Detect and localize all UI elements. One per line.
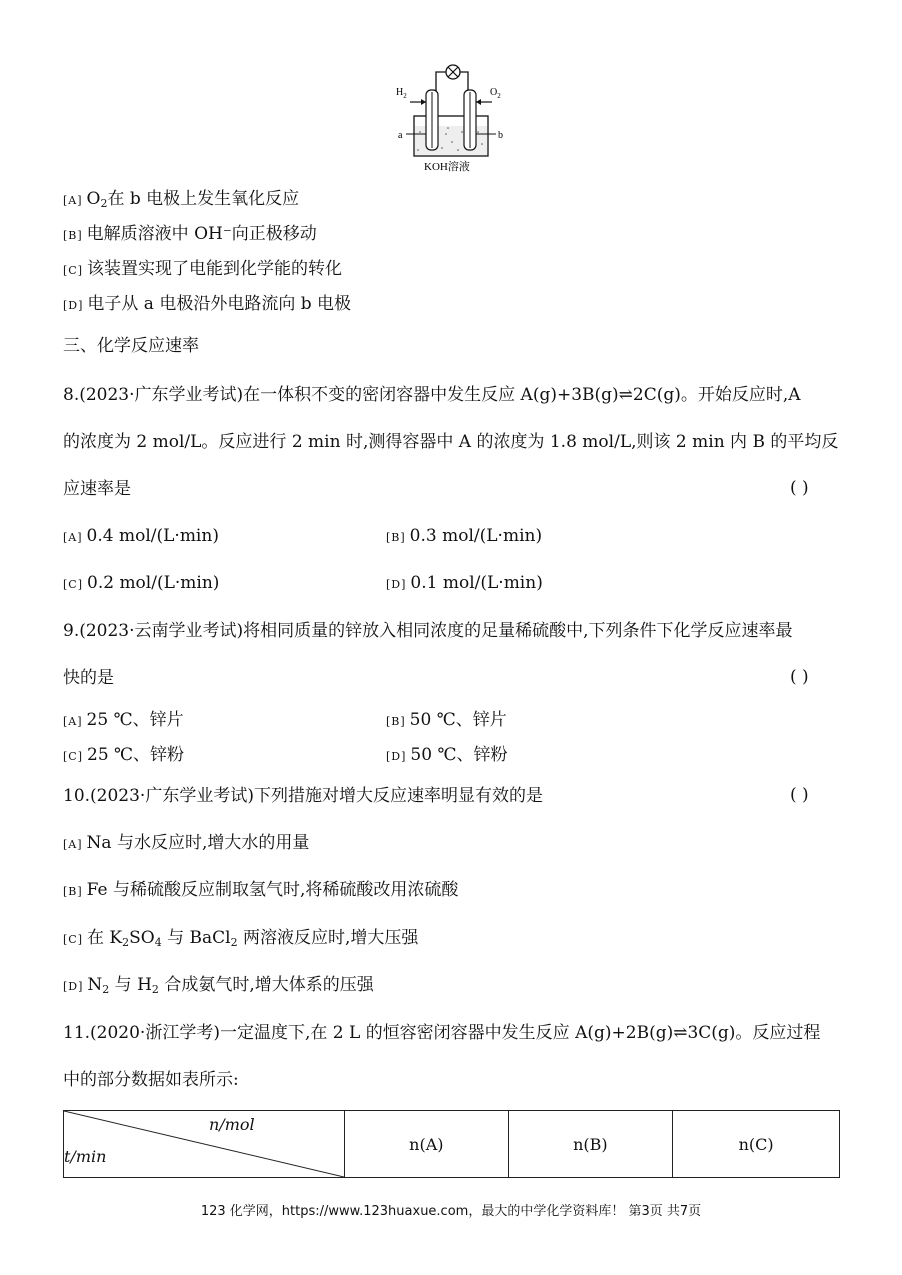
- q7-option-c: [C] 该装置实现了电能到化学能的转化: [63, 259, 342, 279]
- section-heading: 三、化学反应速率: [63, 336, 199, 356]
- q8-stem-line1: 8.(2023·广东学业考试)在一体积不变的密闭容器中发生反应 A(g)+3B(g)⇌2C(g)。开始反应时,A: [63, 385, 801, 405]
- q8-option-c: [C] 0.2 mol/(L·min): [63, 573, 220, 593]
- q10-option-b: [B] Fe 与稀硫酸反应制取氢气时,将稀硫酸改用浓硫酸: [63, 880, 459, 900]
- table-corner-header: [64, 1111, 345, 1178]
- q10-option-c: [C] 在 $K_2SO_4$ 与 BaCl$_2$ 两溶液反应时,增大压强: [63, 928, 419, 949]
- q10-option-a: [A] Na 与水反应时,增大水的用量: [63, 833, 310, 853]
- q8-stem-line2: 的浓度为 2 mol/L。反应进行 2 min 时,测得容器中 A 的浓度为 1.8 mol/L,则该 2 min 内 B 的平均反: [63, 432, 839, 452]
- svg-text:a: a: [398, 130, 403, 141]
- q8-option-b: [B] 0.3 mol/(L·min): [386, 526, 543, 546]
- col-header-nA: n(A): [345, 1111, 509, 1178]
- q8-option-d: [D] 0.1 mol/(L·min): [386, 573, 543, 593]
- svg-text:H2: $H_2$: [396, 87, 407, 100]
- q8-answer-blank: ( ): [790, 478, 809, 498]
- col-header-nC: n(C): [673, 1111, 840, 1178]
- fuel-cell-diagram: [388, 62, 518, 174]
- q9-option-b: [B] 50 ℃、锌片: [386, 710, 507, 730]
- q9-answer-blank: ( ): [790, 667, 809, 687]
- col-header-nB: n(B): [508, 1111, 673, 1178]
- q7-option-d: [D] 电子从 a 电极沿外电路流向 b 电极: [63, 294, 352, 314]
- q9-stem-line2: 快的是: [63, 668, 114, 688]
- q9-option-c: [C] 25 ℃、锌粉: [63, 745, 185, 765]
- svg-text:O2: $O_2$: [490, 87, 501, 100]
- q9-option-d: [D] 50 ℃、锌粉: [386, 745, 508, 765]
- q8-stem-line3: 应速率是: [63, 479, 131, 499]
- q10-option-d: [D] $N_2$ 与 $H_2$ 合成氨气时,增大体系的压强: [63, 975, 374, 996]
- q11-stem-line2: 中的部分数据如表所示:: [63, 1070, 239, 1090]
- corner-bottom-label: t/min: [64, 1147, 107, 1166]
- q10-stem: 10.(2023·广东学业考试)下列措施对增大反应速率明显有效的是: [63, 786, 543, 806]
- q7-option-a: [A] $O_2$在 b 电极上发生氧化反应: [63, 189, 300, 210]
- corner-top-label: n/mol: [209, 1115, 255, 1134]
- svg-text:b: b: [498, 130, 503, 141]
- q9-stem-line1: 9.(2023·云南学业考试)将相同质量的锌放入相同浓度的足量稀硫酸中,下列条件下化学反应速率最: [63, 621, 793, 641]
- q11-stem-line1: 11.(2020·浙江学考)一定温度下,在 2 L 的恒容密闭容器中发生反应 A(g)+2B(g)⇌3C(g)。反应过程: [63, 1023, 821, 1043]
- q11-data-table: [63, 1110, 840, 1178]
- figure-caption: KOH溶液: [424, 161, 470, 173]
- q10-answer-blank: ( ): [790, 785, 809, 805]
- q9-option-a: [A] 25 ℃、锌片: [63, 710, 184, 730]
- q7-option-b: [B] 电解质溶液中 OH⁻向正极移动: [63, 224, 317, 244]
- q8-option-a: [A] 0.4 mol/(L·min): [63, 526, 219, 546]
- page-footer: 123 化学网，https://www.123huaxue.com，最大的中学化学资料库！ 第3页 共7页: [200, 1204, 702, 1219]
